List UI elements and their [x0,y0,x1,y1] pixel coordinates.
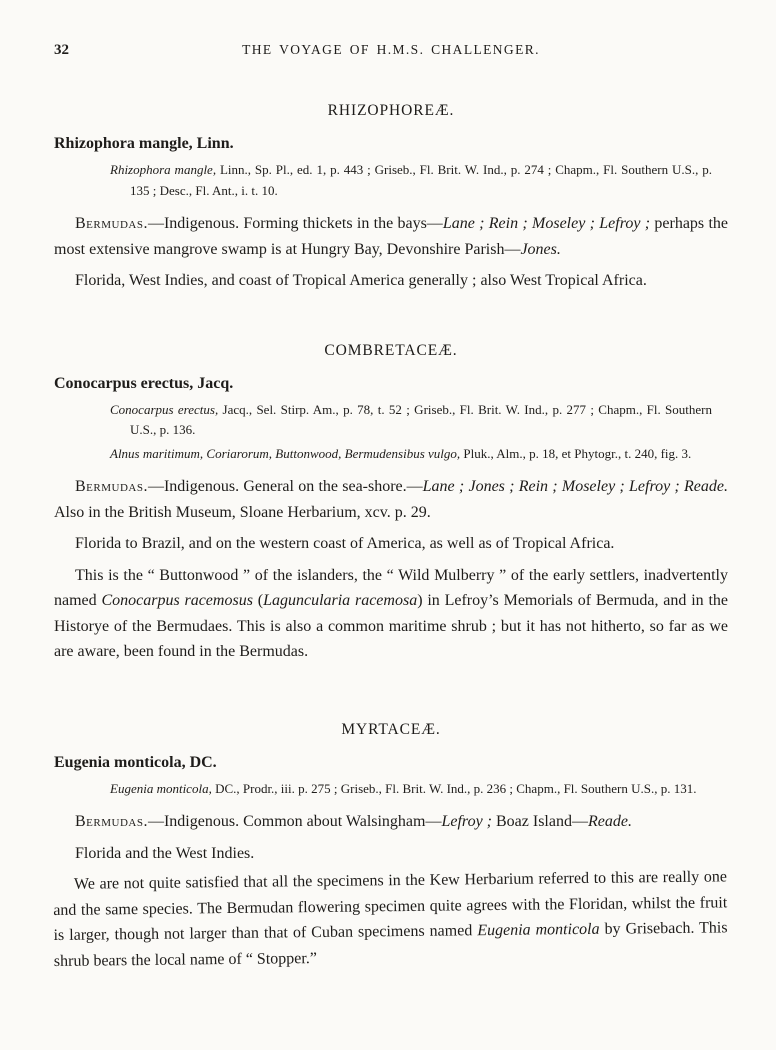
italic-text-segment: Conocarpus erectus, [110,401,219,417]
text-segment: Florida and the West Indies. [75,844,255,862]
text-segment: Florida to Brazil, and on the western coast of America, as well as of Tropical Africa. [75,535,615,552]
text-segment: This is the “ Buttonwood ” of the islanders, the “ Wild Mulberry ” of the early settlers, inadvertently named [54,566,728,609]
text-segment: DC., Prodr., iii. p. 275 ; Griseb., Fl. Brit. W. Ind., p. 236 ; Chapm., Fl. Southern U.S., p. 131. [211,780,697,796]
smallcaps-text-segment: Bermudas. [75,813,148,830]
text-segment: Also in the British Museum, Sloane Herbarium, xcv. p. 29. [54,503,431,521]
smallcaps-text-segment: Bermudas. [75,478,148,495]
text-segment: Jacq., Sel. Stirp. Am., p. 78, t. 52 ; Griseb., Fl. Brit. W. Ind., p. 277 ; Chapm., Fl. Southern U.S., p. 136. [130,401,713,437]
citation [54,400,728,441]
running-title: THE VOYAGE OF H.M.S. CHALLENGER. [242,42,540,57]
citation [54,444,728,465]
italic-text-segment: Lefroy ; [441,813,492,830]
paragraph [54,563,728,665]
italic-text-segment: Lane ; Jones ; Rein ; Moseley ; Lefroy ; Reade. [422,478,728,495]
section-rhizophoreae [54,102,728,294]
text-segment: Pluk., Alm., p. 18, et Phytogr., t. 240, fig. 3. [460,445,692,461]
page-number: 32 [54,42,69,58]
text-segment: by Grisebach. This shrub bears the local name of “ Stopper.” [53,919,728,970]
text-segment: —Indigenous. Common about Walsingham— [147,813,442,830]
text-segment: ) in Lefroy’s Memorials of Bermuda, and in the Historye of the Bermudaes. This is also a common maritime shrub ; but it has not hitherto, so far as we are aware, been found in the Bermudas. [54,592,728,660]
section-combretaceae [54,342,728,665]
paragraph [53,864,728,974]
text-segment: Florida, West Indies, and coast of Tropical America generally ; also West Tropical Africa. [75,272,647,289]
italic-text-segment: Lane ; Rein ; Moseley ; Lefroy ; [442,215,651,232]
paragraph [54,474,728,525]
text-segment: —Indigenous. Forming thickets in the bays— [147,215,443,232]
italic-text-segment: Laguncularia racemosa [263,592,418,609]
paragraph [54,531,728,557]
text-segment: Boaz Island— [492,813,588,830]
species-heading: Conocarpus erectus, Jacq. [54,374,234,392]
paragraph [54,268,728,294]
italic-text-segment: Conocarpus racemosus [101,592,253,609]
italic-text-segment: Eugenia monticola [477,920,600,940]
italic-text-segment: Rhizophora mangle, [110,162,217,177]
family-heading: RHIZOPHOREÆ. [327,102,455,119]
paragraph [54,809,728,835]
citation [54,779,728,800]
species-heading: Eugenia monticola, DC. [54,753,217,771]
page-header [54,42,728,62]
text-segment: We are not quite satisfied that all the specimens in the Kew Herbarium referred to this are really one and the same species. The Bermudan flowering specimen quite agrees with the Floridan, whilst the fruit is larger, though not larger than that of Cuban specimens named [53,868,728,945]
paragraph [54,841,728,867]
italic-text-segment: Reade. [587,813,632,830]
smallcaps-text-segment: Bermudas. [75,215,148,232]
text-segment: —Indigenous. General on the sea-shore.— [147,478,423,495]
citation [54,160,728,201]
text-segment: perhaps the most extensive mangrove swamp is at Hungry Bay, Devonshire Parish— [54,215,728,258]
italic-text-segment: Eugenia monticola, [110,780,212,796]
text-segment: Linn., Sp. Pl., ed. 1, p. 443 ; Griseb., Fl. Brit. W. Ind., p. 274 ; Chapm., Fl. Southern U.S., p. 135 ; Desc., Fl. Ant., i. t. 10. [130,162,712,198]
family-heading: MYRTACEÆ. [341,720,441,738]
section-myrtaceae [54,721,728,975]
paragraph [54,211,728,262]
species-heading: Rhizophora mangle, Linn. [54,135,234,152]
italic-text-segment: Jones. [520,240,561,258]
italic-text-segment: Alnus maritimum, Coriarorum, Buttonwood, Bermudensibus vulgo, [110,445,461,461]
family-heading: COMBRETACEÆ. [324,341,458,359]
text-segment: ( [252,592,264,609]
